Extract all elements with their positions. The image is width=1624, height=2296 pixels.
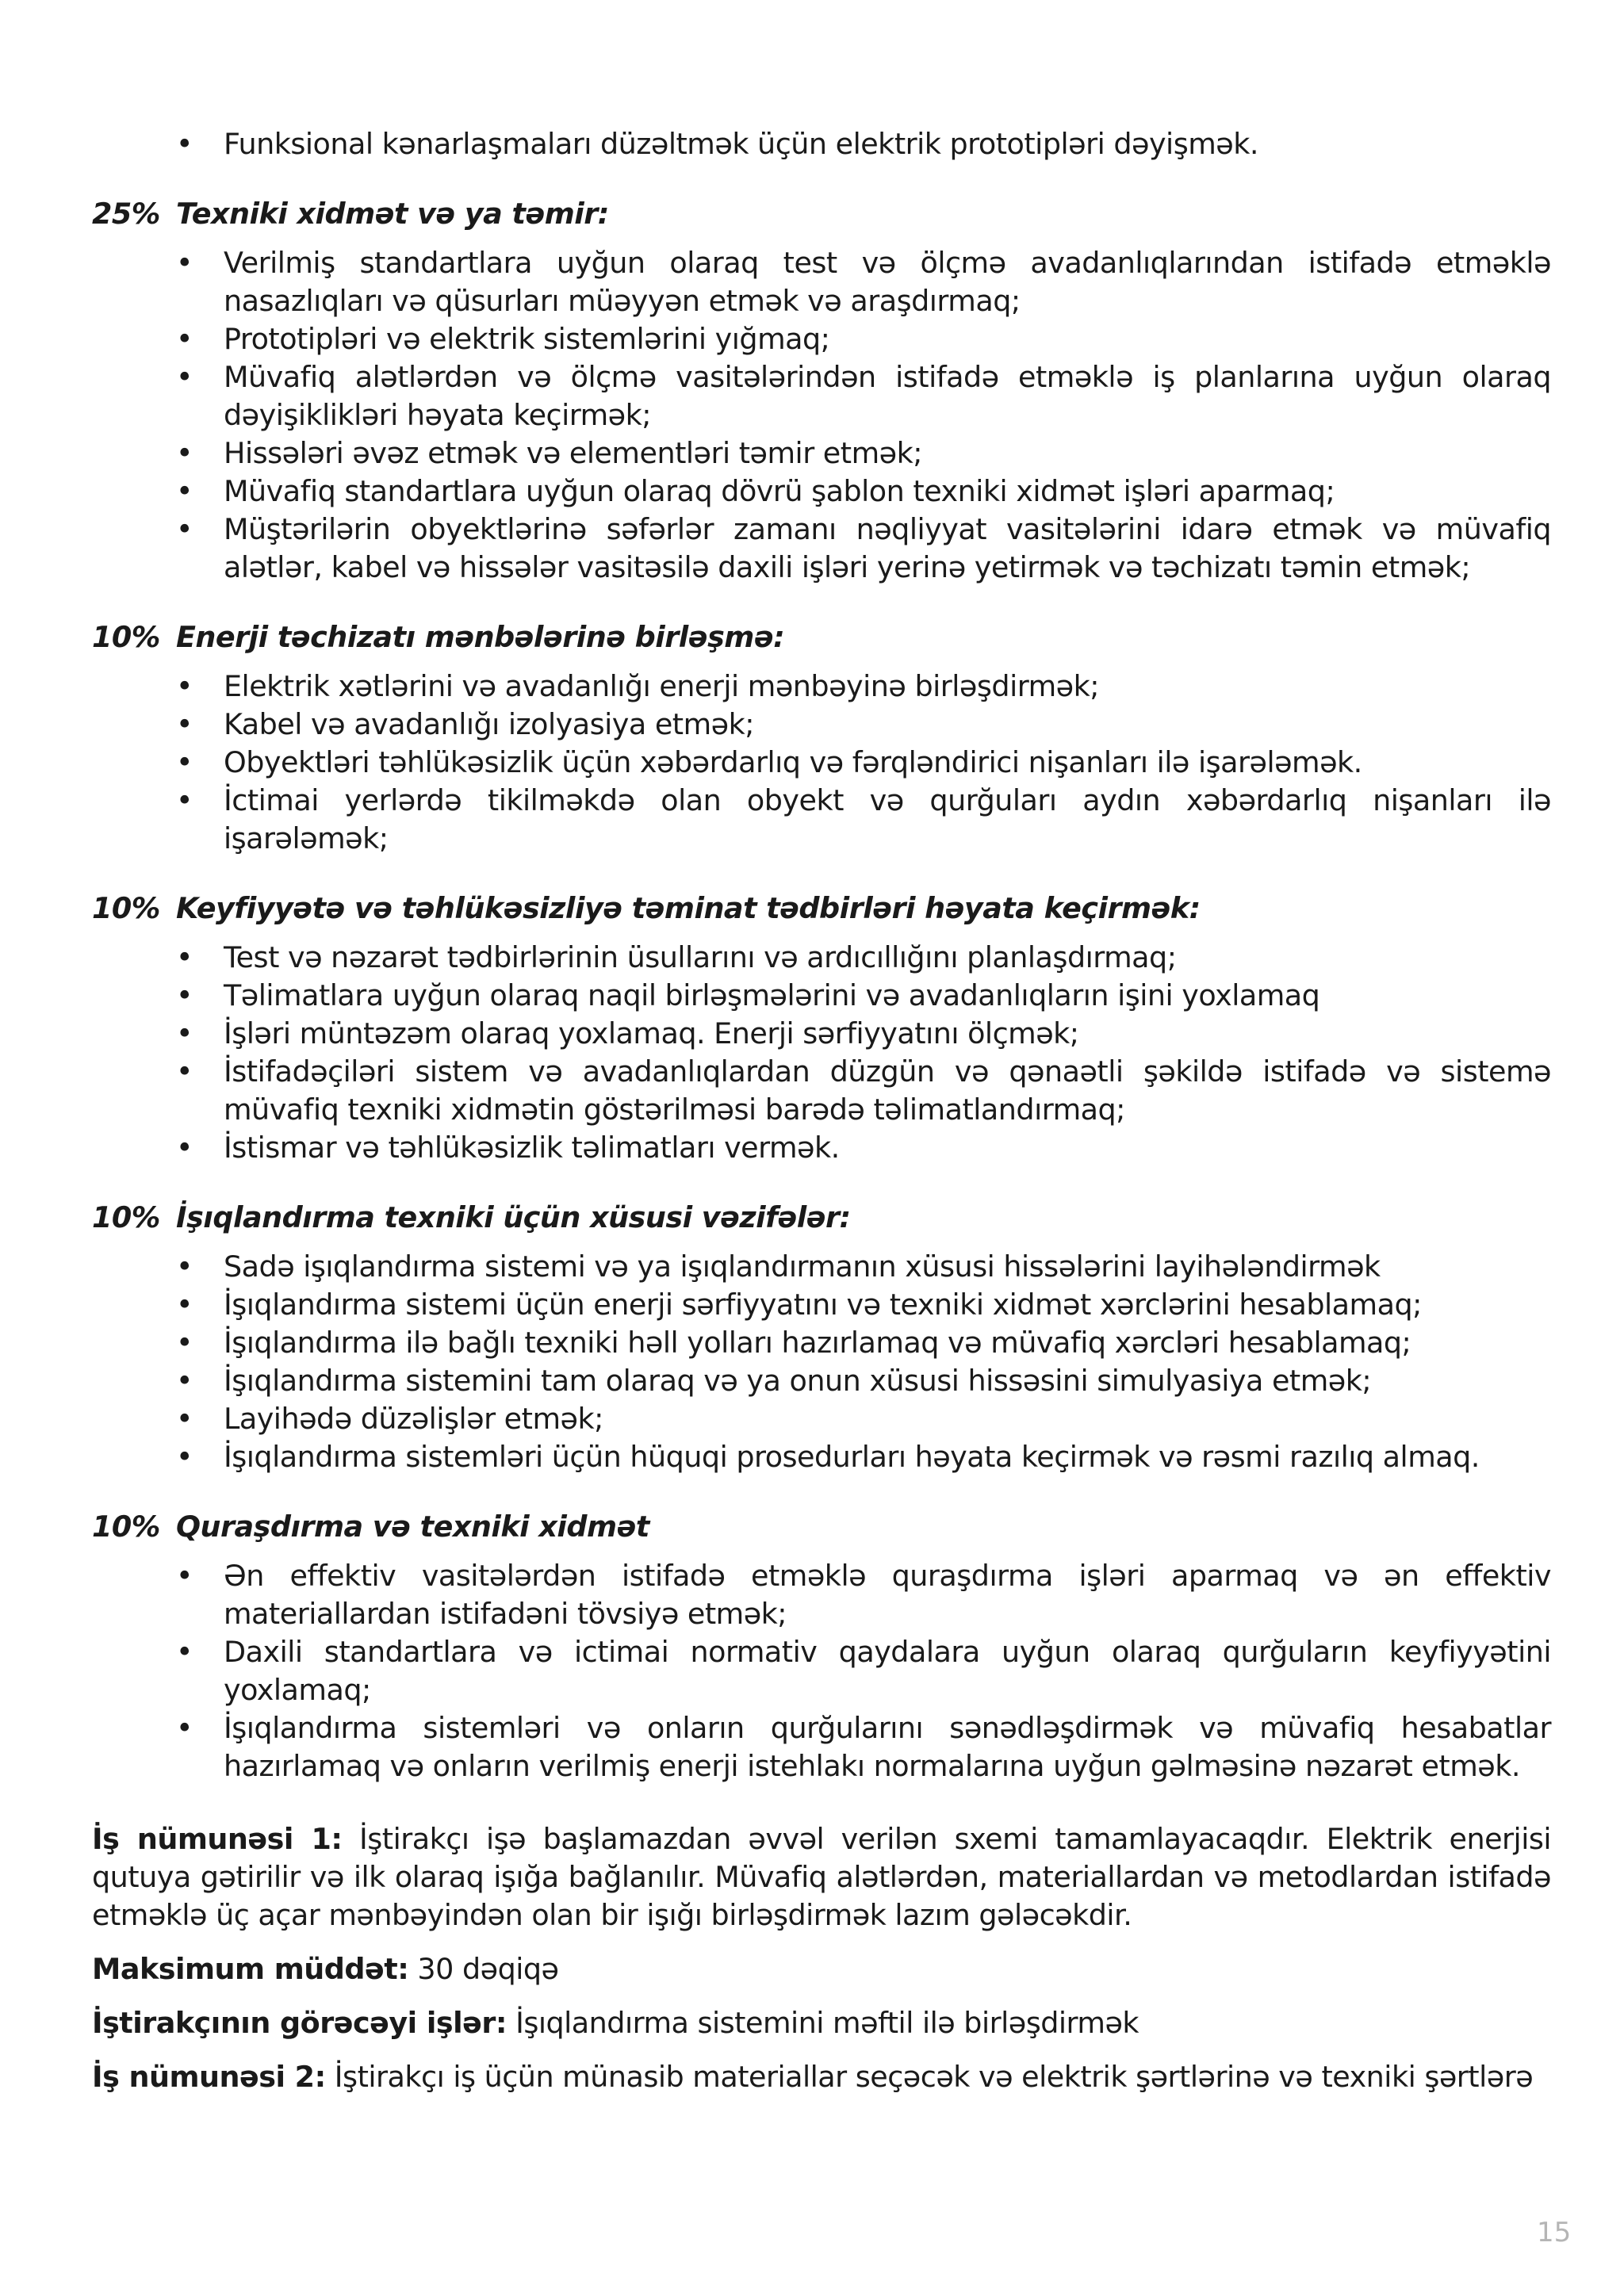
- intro-bullet-list: [92, 125, 1551, 163]
- document-page: [92, 125, 1551, 2096]
- section-percent: 10%: [92, 891, 160, 925]
- bullet-list: [92, 244, 1551, 587]
- list-item: • Təlimatlara uyğun olaraq naqil birləşmələrini və avadanlıqların işini yoxlamaq: [224, 977, 1551, 1015]
- list-item: • Sadə işıqlandırma sistemi və ya işıqlandırmanın xüsusi hissələrini layihələndirmək: [224, 1248, 1551, 1286]
- work-example-2-label: İş nümunəsi 2:: [92, 2060, 326, 2094]
- list-item: • İşıqlandırma sistemini tam olaraq və ya onun xüsusi hissəsini simulyasiya etmək;: [224, 1362, 1551, 1400]
- list-item: • Kabel və avadanlığı izolyasiya etmək;: [224, 706, 1551, 744]
- section-title: Keyfiyyətə və təhlükəsizliyə təminat tədbirləri həyata keçirmək:: [176, 891, 1201, 925]
- list-item: • Layihədə düzəlişlər etmək;: [224, 1400, 1551, 1438]
- section-percent: 25%: [92, 197, 160, 231]
- work-example-2-text: İştirakçı iş üçün münasib materiallar seçəcək və elektrik şərtlərinə və texniki şərtlərə: [334, 2060, 1534, 2094]
- work-example-2: [92, 2058, 1551, 2096]
- section-installation: [92, 1508, 1551, 1785]
- section-title: İşıqlandırma texniki üçün xüsusi vəzifələr:: [176, 1200, 851, 1234]
- list-item: • Verilmiş standartlara uyğun olaraq test və ölçmə avadanlıqlarından istifadə etməklə nasazlıqları və qüsurları müəyyən etmək və araşdırmaq;: [224, 244, 1551, 320]
- list-item: • Müvafiq standartlara uyğun olaraq dövrü şablon texniki xidmət işləri aparmaq;: [224, 473, 1551, 511]
- section-percent: 10%: [92, 1510, 160, 1544]
- list-item: • Müştərilərin obyektlərinə səfərlər zamanı nəqliyyat vasitələrini idarə etmək və müvafiq alətlər, kabel və hissələr vasitəsilə daxili işləri yerinə yetirmək və təchizatı təmin etmək;: [224, 511, 1551, 587]
- section-power-supply: [92, 618, 1551, 858]
- section-heading: [92, 1199, 1551, 1237]
- list-item: • İstismar və təhlükəsizlik təlimatları vermək.: [224, 1129, 1551, 1167]
- work-example-1-text: İştirakçı işə başlamazdan əvvəl verilən sxemi tamamlayacaqdır. Elektrik enerjisi qutuya gətirilir və ilk olaraq işığa bağlanılır. Müvafiq alətlərdən, materiallardan və metodlardan istifadə etməklə üç açar mənbəyindən olan bir işığı birləşdirmək lazım gələcəkdir.: [92, 1822, 1551, 1932]
- participant-tasks-text: İşıqlandırma sistemini məftil ilə birləşdirmək: [515, 2006, 1139, 2040]
- work-example-1-label: İş nümunəsi 1:: [92, 1822, 343, 1856]
- list-item: • Test və nəzarət tədbirlərinin üsullarını və ardıcıllığını planlaşdırmaq;: [224, 939, 1551, 977]
- list-item: • Prototipləri və elektrik sistemlərini yığmaq;: [224, 320, 1551, 358]
- list-item: • İşıqlandırma sistemləri və onların qurğularını sənədləşdirmək və müvafiq hesabatlar hazırlamaq və onların verilmiş enerji istehlakı normalarına uyğun gəlməsinə nəzarət etmək.: [224, 1709, 1551, 1785]
- participant-tasks-label: İştirakçının görəcəyi işlər:: [92, 2006, 507, 2040]
- section-lighting-duties: [92, 1199, 1551, 1476]
- list-item: • İşləri müntəzəm olaraq yoxlamaq. Enerji sərfiyyatını ölçmək;: [224, 1015, 1551, 1053]
- page-number: 15: [1537, 2217, 1572, 2248]
- section-maintenance: [92, 195, 1551, 587]
- list-item: • İctimai yerlərdə tikilməkdə olan obyekt və qurğuları aydın xəbərdarlıq nişanları ilə işarələmək;: [224, 782, 1551, 858]
- list-item: • İşıqlandırma ilə bağlı texniki həll yolları hazırlamaq və müvafiq xərcləri hesablamaq;: [224, 1324, 1551, 1362]
- list-item: • Ən effektiv vasitələrdən istifadə etməklə quraşdırma işləri aparmaq və ən effektiv materiallardan istifadəni tövsiyə etmək;: [224, 1557, 1551, 1633]
- max-duration: [92, 1950, 1551, 1988]
- participant-tasks: [92, 2004, 1551, 2042]
- section-heading: [92, 890, 1551, 928]
- bullet-list: [92, 668, 1551, 858]
- list-item: • Müvafiq alətlərdən və ölçmə vasitələrindən istifadə etməklə iş planlarına uyğun olaraq dəyişiklikləri həyata keçirmək;: [224, 358, 1551, 434]
- section-heading: [92, 618, 1551, 656]
- list-item: • İşıqlandırma sistemləri üçün hüquqi prosedurları həyata keçirmək və rəsmi razılıq almaq.: [224, 1438, 1551, 1476]
- section-quality-safety: [92, 890, 1551, 1167]
- bullet-list: [92, 939, 1551, 1167]
- list-item: • İşıqlandırma sistemi üçün enerji sərfiyyatını və texniki xidmət xərclərini hesablamaq;: [224, 1286, 1551, 1324]
- section-percent: 10%: [92, 1200, 160, 1234]
- section-title: Quraşdırma və texniki xidmət: [176, 1510, 649, 1544]
- max-duration-value: 30 dəqiqə: [417, 1952, 559, 1986]
- max-duration-label: Maksimum müddət:: [92, 1952, 409, 1986]
- list-item: • Hissələri əvəz etmək və elementləri təmir etmək;: [224, 434, 1551, 473]
- list-item: • Daxili standartlara və ictimai normativ qaydalara uyğun olaraq qurğuların keyfiyyətini yoxlamaq;: [224, 1633, 1551, 1709]
- section-title: Enerji təchizatı mənbələrinə birləşmə:: [176, 620, 785, 654]
- section-title: Texniki xidmət və ya təmir:: [176, 197, 609, 231]
- section-heading: [92, 195, 1551, 233]
- list-item: • Funksional kənarlaşmaları düzəltmək üçün elektrik prototipləri dəyişmək.: [224, 125, 1551, 163]
- bullet-list: [92, 1248, 1551, 1476]
- list-item: • İstifadəçiləri sistem və avadanlıqlardan düzgün və qənaətli şəkildə istifadə və sistemə müvafiq texniki xidmətin göstərilməsi barədə təlimatlandırmaq;: [224, 1053, 1551, 1129]
- list-item: • Elektrik xətlərini və avadanlığı enerji mənbəyinə birləşdirmək;: [224, 668, 1551, 706]
- section-heading: [92, 1508, 1551, 1546]
- list-item: • Obyektləri təhlükəsizlik üçün xəbərdarlıq və fərqləndirici nişanları ilə işarələmək.: [224, 744, 1551, 782]
- section-percent: 10%: [92, 620, 160, 654]
- work-example-1: [92, 1820, 1551, 1934]
- bullet-list: [92, 1557, 1551, 1785]
